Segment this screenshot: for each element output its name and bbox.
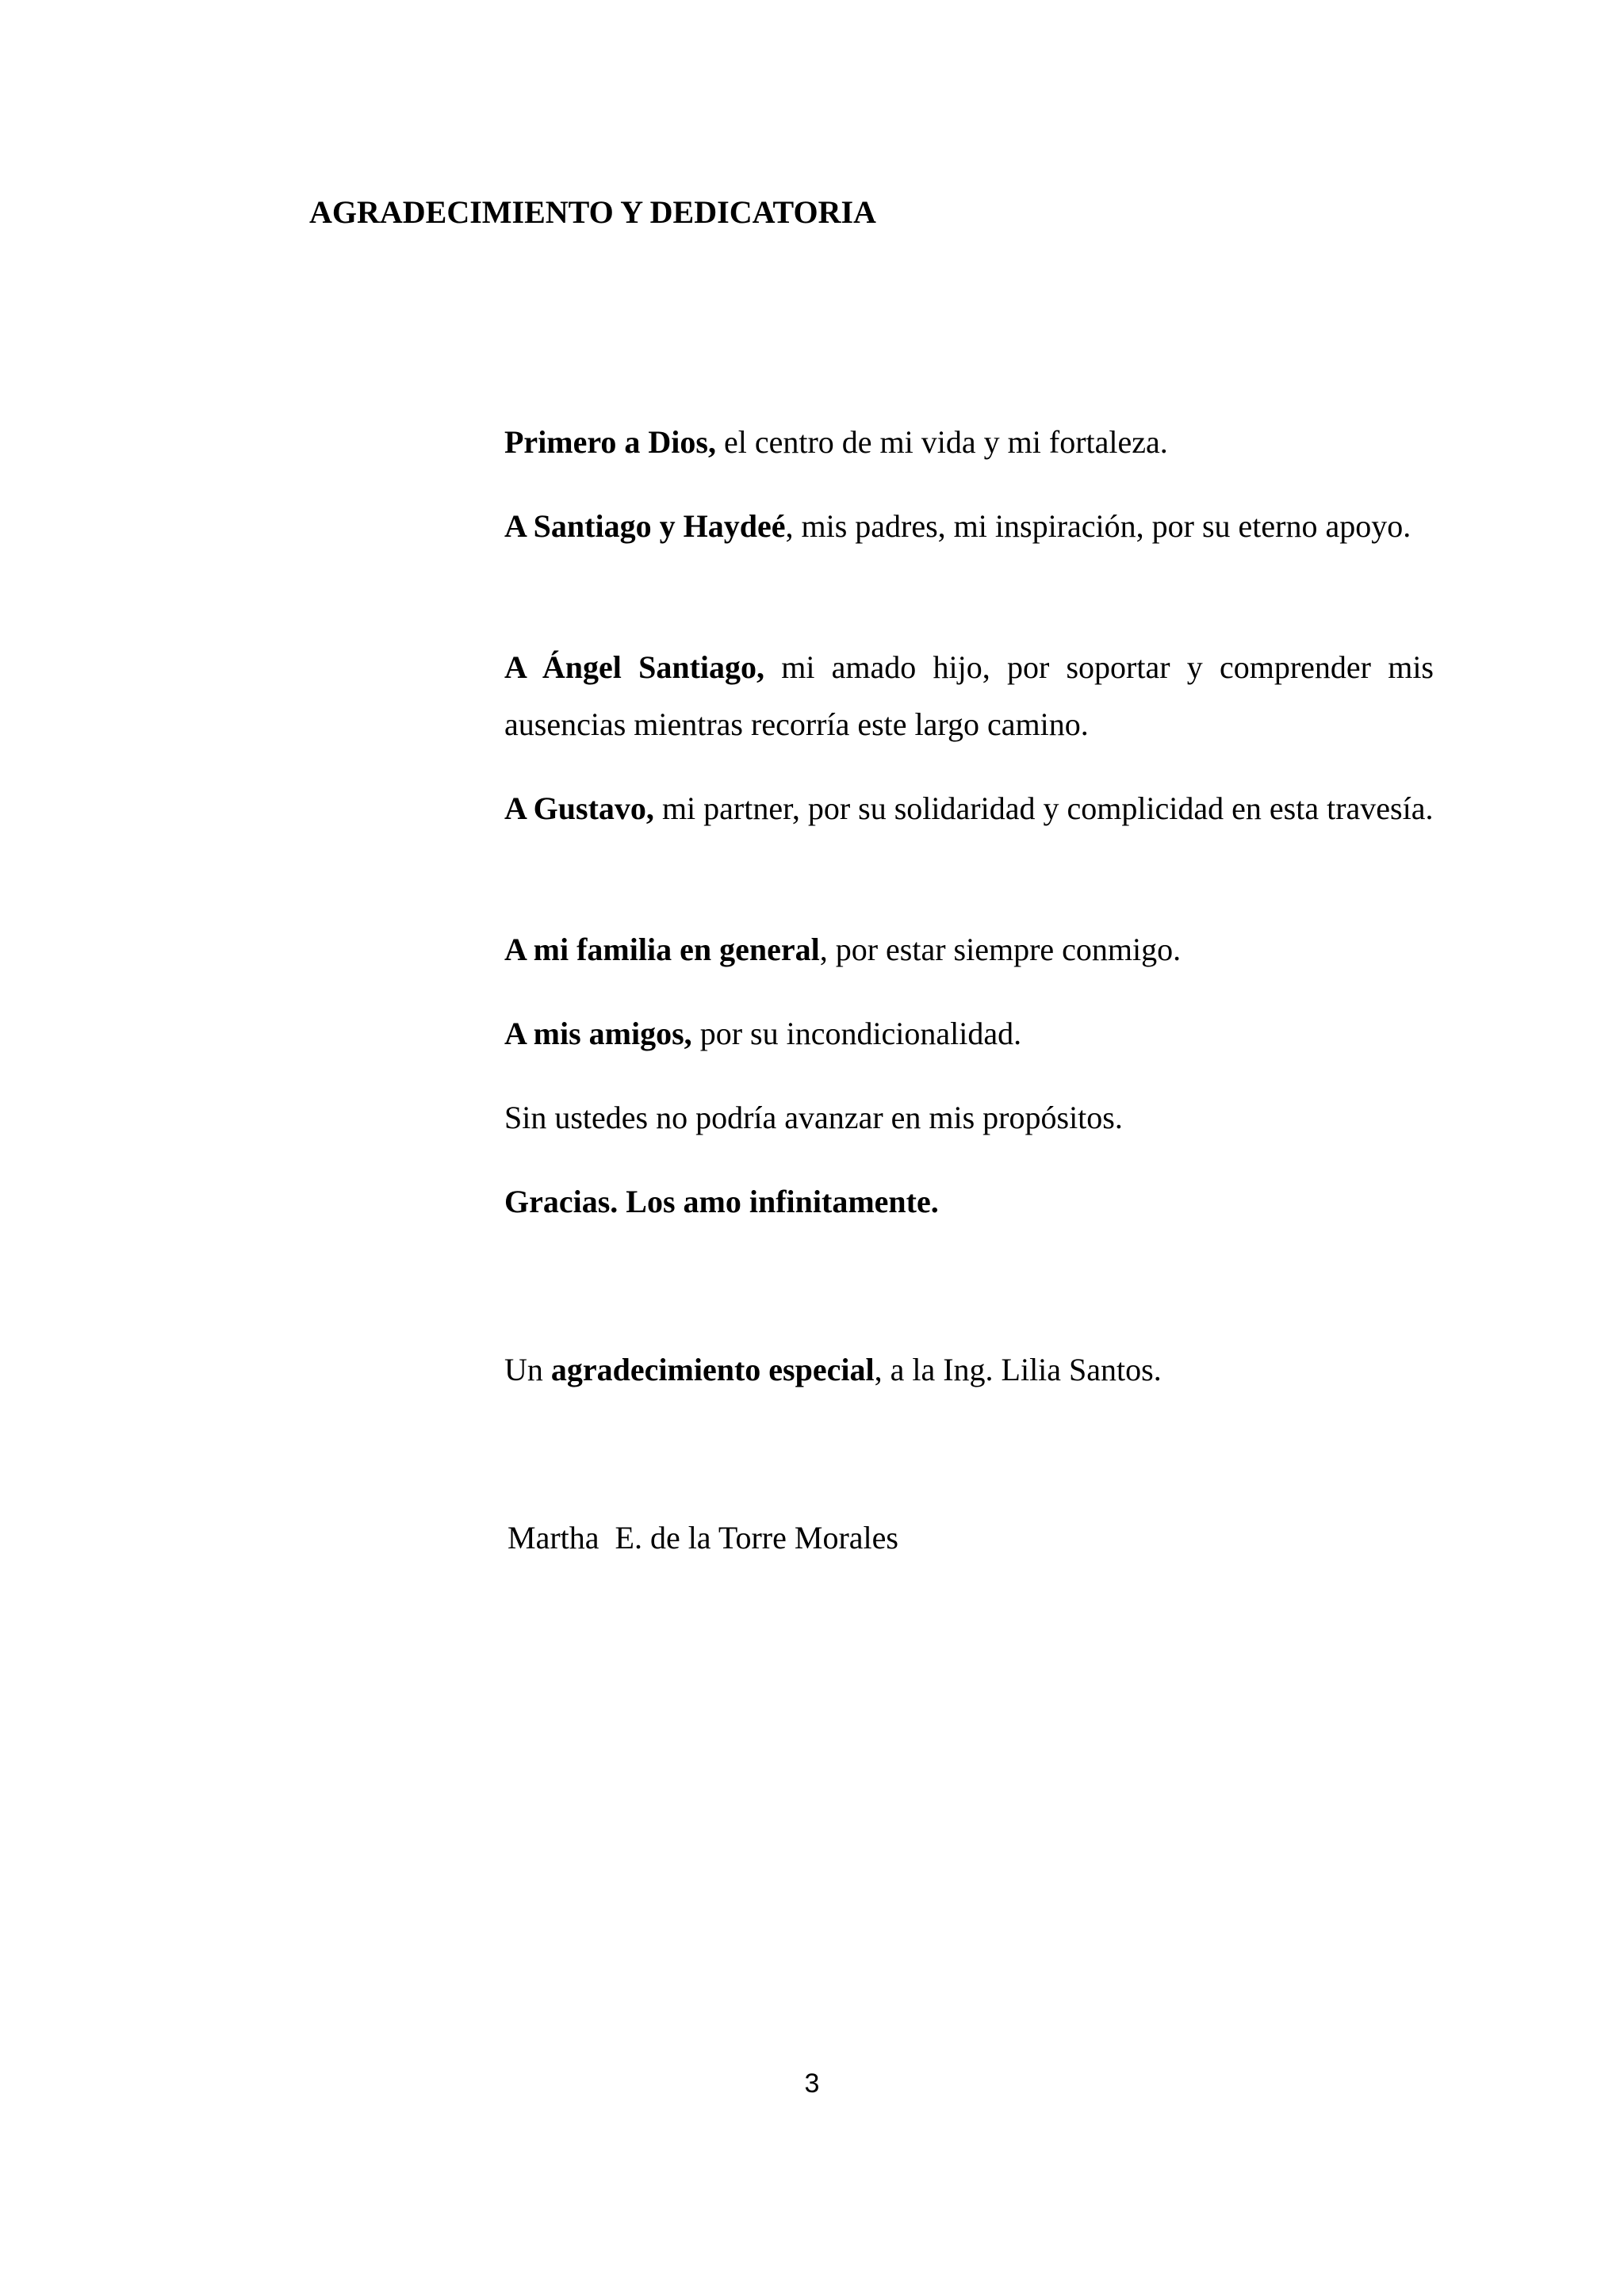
paragraph-partner-text: mi partner, por su solidaridad y complicidad en esta travesía. bbox=[653, 790, 1434, 826]
paragraph-hijo-bold: A Ángel Santiago, bbox=[504, 649, 765, 685]
paragraph-familia-text: , por estar siempre conmigo. bbox=[819, 932, 1182, 967]
signature bbox=[508, 1510, 1437, 1567]
paragraph-padres-bold: A Santiago y Haydeé bbox=[504, 508, 786, 544]
paragraph-proposito bbox=[504, 1089, 1434, 1146]
special-thanks-prefix: Un bbox=[504, 1352, 551, 1387]
paragraph-dios bbox=[504, 414, 1434, 471]
special-thanks-bold: agradecimiento especial bbox=[550, 1352, 875, 1387]
paragraph-gracias bbox=[504, 1173, 1434, 1230]
paragraph-partner bbox=[504, 780, 1434, 837]
special-thanks bbox=[504, 1341, 1434, 1399]
paragraph-proposito-text: Sin ustedes no podría avanzar en mis propósitos. bbox=[504, 1100, 1123, 1135]
paragraph-dios-bold: Primero a Dios, bbox=[504, 424, 716, 460]
paragraph-partner-bold: A Gustavo, bbox=[504, 790, 654, 826]
paragraph-hijo bbox=[504, 639, 1434, 753]
paragraph-amigos-bold: A mis amigos, bbox=[504, 1016, 692, 1051]
paragraph-padres-text: , mis padres, mi inspiración, por su eterno apoyo. bbox=[785, 508, 1411, 544]
paragraph-familia bbox=[504, 921, 1434, 978]
special-thanks-suffix: , a la Ing. Lilia Santos. bbox=[874, 1352, 1162, 1387]
page-number: 3 bbox=[804, 2068, 820, 2099]
paragraph-padres bbox=[504, 498, 1434, 555]
page-title: AGRADECIMIENTO Y DEDICATORIA bbox=[309, 194, 876, 230]
paragraph-gracias-bold: Gracias. Los amo infinitamente. bbox=[504, 1184, 939, 1219]
paragraph-familia-bold: A mi familia en general bbox=[504, 932, 820, 967]
paragraph-hijo-text: mi amado hijo, por soportar y comprender mis ausencias mientras recorría este largo camino. bbox=[504, 649, 1434, 742]
paragraph-dios-text: el centro de mi vida y mi fortaleza. bbox=[715, 424, 1168, 460]
paragraph-amigos-text: por su incondicionalidad. bbox=[691, 1016, 1022, 1051]
signature-text: Martha E. de la Torre Morales bbox=[508, 1520, 898, 1556]
paragraph-amigos bbox=[504, 1005, 1434, 1062]
